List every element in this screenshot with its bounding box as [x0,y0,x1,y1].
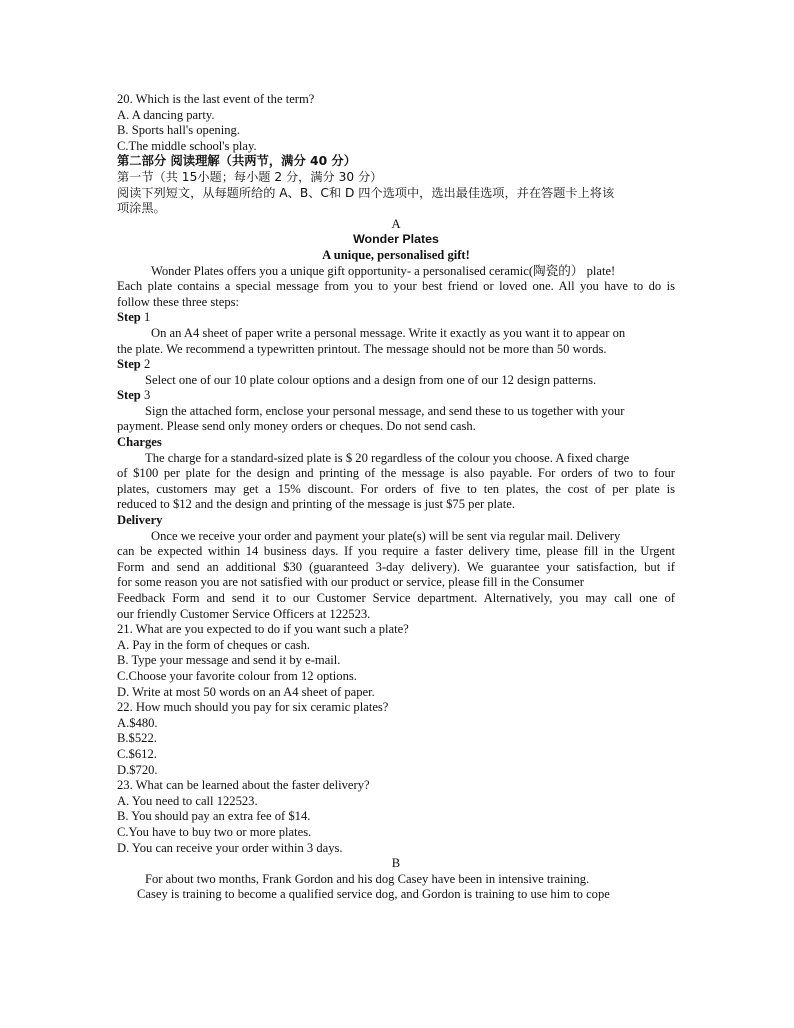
step1-heading [117,310,675,326]
q21-stem: 21. What are you expected to do if you want such a plate? [117,622,409,637]
q20-option-c: C.The middle school's play. [117,138,257,153]
q22-option-c: C.$612. [117,746,157,761]
delivery-line-3: Form and send an additional $30 (guaranteed 3-day delivery). We guarantee your satisfaction, but if [117,559,675,574]
charges-line-3: plates, customers may get a 15% discount. For orders of five to ten plates, the cost of per plate is [117,481,675,496]
step3-heading [117,388,675,404]
section1-title: 第一节（共 15小题；每小题 2 分，满分 30 分） [117,169,383,184]
delivery-line-2: can be expected within 14 business days. If you require a faster delivery time, please fill in the Urgent [117,544,675,559]
delivery-line-5: Feedback Form and send it to our Customer Service department. Alternatively, you may call one of [117,591,675,605]
q20-option-a: A. A dancing party. [117,107,215,122]
q22-option-d: D.$720. [117,762,158,777]
charges-line-1: The charge for a standard-sized plate is $ 20 regardless of the colour you choose. A fixed charge [145,450,630,465]
instruction-line-2: 项涂黑。 [117,201,166,216]
delivery-heading: Delivery [117,513,163,528]
q23-stem: 23. What can be learned about the faster delivery? [117,778,370,793]
charges-line-4: reduced to $12 and the design and printing of the message is just $75 per plate. [117,497,516,512]
q23-option-d: D. You can receive your order within 3 days. [117,840,343,855]
step1-line-2: the plate. We recommend a typewritten printout. The message should not be more than 50 words. [117,341,607,356]
q21-option-b: B. Type your message and send it by e-mail. [117,653,341,668]
step3-label: Step [117,388,141,403]
delivery-line-6: our friendly Customer Service Officers at 122523. [117,606,371,621]
intro-line-3: follow these three steps: [117,294,240,309]
q23-option-a: A. You need to call 122523. [117,793,258,808]
q22-option-b: B.$522. [117,731,157,746]
q21-option-c: C.Choose your favorite colour from 12 options. [117,668,357,683]
charges-line-2: of $100 per plate for the design and printing of the message is also payable. For orders of two to four [117,466,675,481]
intro-line-1: Wonder Plates offers you a unique gift opportunity- a personalised ceramic(陶瓷的） plate! [151,263,616,278]
step2-label: Step [117,357,141,372]
step1-number: 1 [143,310,151,325]
intro-line-2: Each plate contains a special message from you to your best friend or loved one. All you have to do is [117,279,675,294]
passage-b-letter: B [391,856,401,871]
q23-option-c: C.You have to buy two or more plates. [117,824,312,839]
step2-line-1: Select one of our 10 plate colour options and a design from one of our 12 design patterns. [145,372,597,387]
passage-b-line-2: Casey is training to become a qualified service dog, and Gordon is training to use him to cope [137,887,610,902]
step2-number: 2 [143,357,151,372]
delivery-line-1: Once we receive your order and payment your plate(s) will be sent via regular mail. Delivery [151,528,621,543]
delivery-line-4: for some reason you are not satisfied with our product or service, please fill in the Consumer [117,575,584,590]
passage-b-line-1: For about two months, Frank Gordon and his dog Casey have been in intensive training. [145,871,590,886]
q21-option-d: D. Write at most 50 words on an A4 sheet of paper. [117,684,375,699]
q20-stem: 20. Which is the last event of the term? [117,92,315,106]
q22-stem: 22. How much should you pay for six ceramic plates? [117,700,389,715]
exam-page [117,92,675,903]
step3-number: 3 [143,388,151,403]
step1-label: Step [117,310,141,325]
q21-option-a: A. Pay in the form of cheques or cash. [117,637,311,652]
q22-option-a: A.$480. [117,715,158,730]
part2-title: 第二部分 阅读理解（共两节，满分 40 分） [117,154,357,169]
q20-option-b: B. Sports hall's opening. [117,123,240,138]
charges-heading: Charges [117,435,162,450]
step2-heading [117,357,675,373]
q23-option-b: B. You should pay an extra fee of $14. [117,809,311,824]
step1-line-1: On an A4 sheet of paper write a personal message. Write it exactly as you want it to appear on [151,325,626,340]
step3-line-2: payment. Please send only money orders or cheques. Do not send cash. [117,419,476,434]
instruction-line-1: 阅读下列短文，从每题所给的 A、B、C和 D 四个选项中，选出最佳选项，并在答题卡上将该 [117,185,615,200]
step3-line-1: Sign the attached form, enclose your personal message, and send these to us together with your [145,403,625,418]
passage-a-subtitle: A unique, personalised gift! [322,247,470,262]
passage-a-letter: A [391,216,401,231]
passage-a-title: Wonder Plates [353,232,439,247]
